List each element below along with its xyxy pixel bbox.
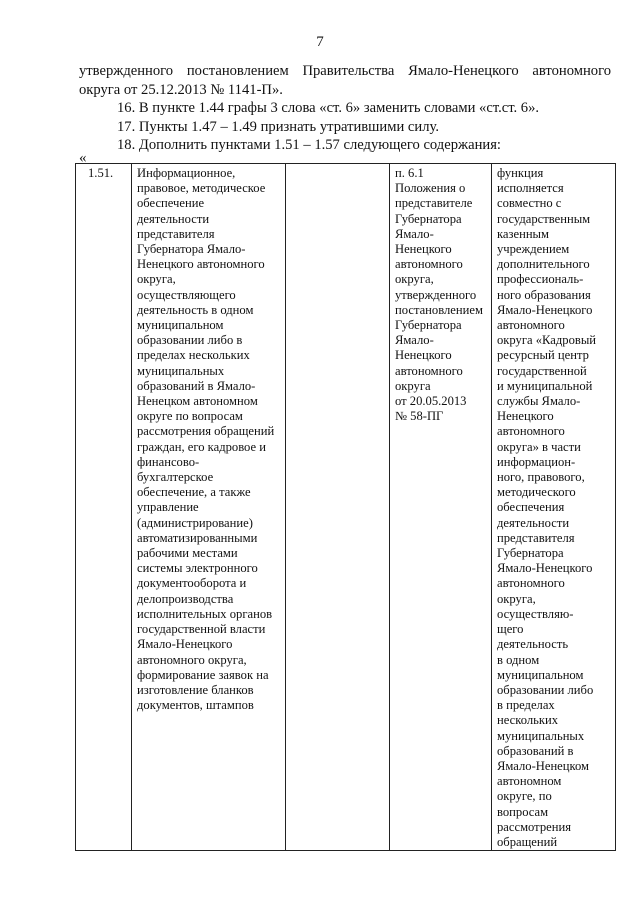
table-row bbox=[76, 164, 616, 851]
intro-line-2: округа от 25.12.2013 № 1141-П». bbox=[79, 81, 283, 98]
function-description-cell: Информационное, правовое, методическое обеспечение деятельности представителя Губернатора Ямало- Ненецкого автономного округа, осуществляющего деятельность в одном муниципальном образовании либо в пределах нескольких муниципальных образований в Ямало- Ненецком автономном округе по вопросам рассмотрения обращений граждан, его кадровое и финансово- бухгалтерское обеспечение, а также управление (администрирование) автоматизированными рабочими местами системы электронного документооборота и делопроизводства исполнительных органов государственной власти Ямало-Ненецкого автономного округа, формирование заявок на изготовление бланков документов, штампов bbox=[132, 164, 286, 851]
page-number: 7 bbox=[316, 34, 324, 50]
opening-quote-mark: « bbox=[79, 150, 87, 166]
functions-table bbox=[75, 163, 616, 851]
intro-line-1: утвержденного постановлением Правительства Ямало-Ненецкого автономного bbox=[79, 63, 611, 79]
row-number-cell: 1.51. bbox=[76, 164, 132, 851]
item-16: 16. В пункте 1.44 графы 3 слова «ст. 6» заменить словами «ст.ст. 6». bbox=[117, 100, 540, 117]
note-cell: функция исполняется совместно с государственным казенным учреждением дополнительного профессиональ- ного образования Ямало-Ненецкого автономного округа «Кадровый ресурсный центр государственной и муниципальной службы Ямало- Ненецкого автономного округа» в части информацион- ного, правового, методического обеспечения деятельности представителя Губернатора Ямало-Ненецкого автономного округа, осуществляю- щего деятельность в одном муниципальном образовании либо в пределах нескольких муниципальных образований в Ямало-Ненецком автономном округе, по вопросам рассмотрения обращений bbox=[492, 164, 616, 851]
intro-text bbox=[79, 62, 611, 155]
item-18: 18. Дополнить пунктами 1.51 – 1.57 следующего содержания: bbox=[117, 137, 501, 154]
item-17: 17. Пункты 1.47 – 1.49 признать утратившими силу. bbox=[117, 118, 439, 135]
empty-cell bbox=[286, 164, 390, 851]
legal-basis-cell: п. 6.1 Положения о представителе Губернатора Ямало- Ненецкого автономного округа, утвержденного постановлением Губернатора Ямало- Ненецкого автономного округа от 20.05.2013 № 58-ПГ bbox=[390, 164, 492, 851]
